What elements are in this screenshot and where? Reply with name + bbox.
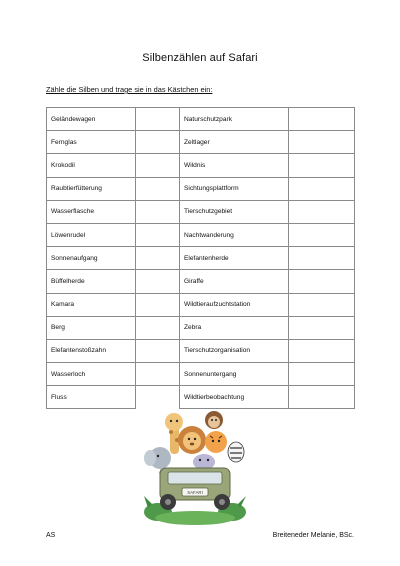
syllable-box[interactable] — [136, 247, 180, 270]
word-cell: Fernglas — [47, 131, 136, 154]
word-cell: Sichtungsplattform — [180, 177, 289, 200]
syllable-box[interactable] — [289, 154, 355, 177]
syllable-box[interactable] — [289, 293, 355, 316]
syllable-box[interactable] — [136, 316, 180, 339]
syllable-box[interactable] — [136, 131, 180, 154]
table-row — [47, 108, 355, 131]
lion-icon — [178, 426, 206, 454]
syllable-box[interactable] — [289, 108, 355, 131]
table-row — [47, 247, 355, 270]
syllable-box[interactable] — [289, 223, 355, 246]
worksheet-title: Silbenzählen auf Safari — [142, 52, 258, 64]
syllable-box[interactable] — [289, 270, 355, 293]
word-cell: Wildtieraufzuchtstation — [180, 293, 289, 316]
syllable-box[interactable] — [136, 339, 180, 362]
footer-author: Breiteneder Melanie, BSc. — [272, 532, 354, 539]
monkey-icon — [205, 411, 223, 429]
table-row — [47, 131, 355, 154]
syllable-box[interactable] — [136, 270, 180, 293]
word-cell: Tierschutzorganisation — [180, 339, 289, 362]
zebra-icon — [228, 442, 244, 462]
syllable-box[interactable] — [136, 154, 180, 177]
word-cell: Zebra — [180, 316, 289, 339]
safari-jeep-illustration — [140, 408, 250, 530]
syllable-box[interactable] — [136, 293, 180, 316]
license-plate-text: SAFARI — [187, 490, 203, 496]
word-cell: Kamara — [47, 293, 136, 316]
footer-initials: AS — [46, 532, 56, 539]
word-cell: Elefantenherde — [180, 247, 289, 270]
jeep-icon — [160, 468, 230, 510]
word-cell: Löwenrudel — [47, 223, 136, 246]
table-row — [47, 339, 355, 362]
syllable-box[interactable] — [136, 200, 180, 223]
table-row — [47, 270, 355, 293]
word-cell: Geländewagen — [47, 108, 136, 131]
word-cell: Krokodil — [47, 154, 136, 177]
syllable-box[interactable] — [289, 316, 355, 339]
word-cell: Wildtierbeobachtung — [180, 386, 289, 409]
syllable-box[interactable] — [289, 247, 355, 270]
table-row — [47, 223, 355, 246]
word-cell: Nachtwanderung — [180, 223, 289, 246]
syllable-table — [46, 107, 355, 409]
table-row — [47, 363, 355, 386]
word-cell: Wasserloch — [47, 363, 136, 386]
syllable-box[interactable] — [289, 386, 355, 409]
syllable-box[interactable] — [289, 363, 355, 386]
word-cell: Elefantenstoßzahn — [47, 339, 136, 362]
word-cell: Zeltlager — [180, 131, 289, 154]
word-cell: Sonnenuntergang — [180, 363, 289, 386]
syllable-box[interactable] — [289, 131, 355, 154]
tiger-icon — [205, 431, 227, 453]
table-row — [47, 316, 355, 339]
syllable-box[interactable] — [289, 200, 355, 223]
syllable-box[interactable] — [136, 223, 180, 246]
word-cell: Wildnis — [180, 154, 289, 177]
word-cell: Berg — [47, 316, 136, 339]
syllable-box[interactable] — [136, 108, 180, 131]
syllable-box[interactable] — [289, 339, 355, 362]
syllable-box[interactable] — [136, 363, 180, 386]
table-row — [47, 177, 355, 200]
syllable-box[interactable] — [136, 177, 180, 200]
word-cell: Büffelherde — [47, 270, 136, 293]
table-row — [47, 200, 355, 223]
word-cell: Wasserflasche — [47, 200, 136, 223]
word-cell: Sonnenaufgang — [47, 247, 136, 270]
table-row — [47, 386, 355, 409]
table-row — [47, 154, 355, 177]
table-row — [47, 293, 355, 316]
syllable-box[interactable] — [136, 386, 180, 409]
word-cell: Naturschutzpark — [180, 108, 289, 131]
word-cell: Raubtierfütterung — [47, 177, 136, 200]
word-cell: Tierschutzgebiet — [180, 200, 289, 223]
syllable-box[interactable] — [289, 177, 355, 200]
word-cell: Fluss — [47, 386, 136, 409]
word-cell: Giraffe — [180, 270, 289, 293]
instruction-text: Zähle die Silben und trage sie in das Kästchen ein: — [46, 85, 213, 94]
